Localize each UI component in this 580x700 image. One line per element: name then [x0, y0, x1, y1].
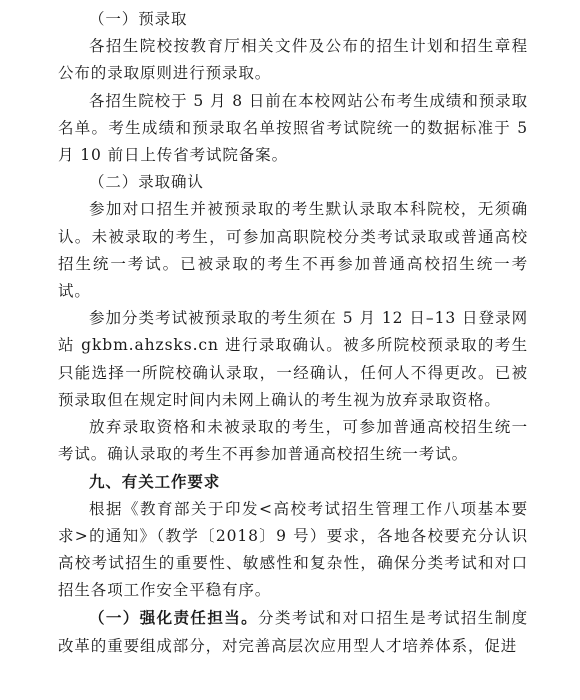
subsection-title-responsibility: （一）强化责任担当。: [89, 608, 259, 628]
paragraph-responsibility: [58, 604, 528, 659]
paragraph-pre-admission-list: 各招生院校于 5 月 8 日前在本校网站公布考生成绩和预录取名单。考生成绩和预录取名单按照省考试院统一的数据标准于 5 月 10 前日上传省考试院备案。: [58, 91, 528, 165]
document-page: [58, 6, 528, 660]
section-heading-work-requirements: 九、有关工作要求: [89, 472, 221, 492]
paragraph-abandon-admission: 放弃录取资格和未被录取的考生，可参加普通高校招生统一考试。确认录取的考生不再参加普通高校招生统一考试。: [58, 418, 528, 464]
paragraph-pre-admission-principle: 各招生院校按教育厅相关文件及公布的招生计划和招生章程公布的录取原则进行预录取。: [58, 37, 528, 83]
paragraph-counterpart-admission: 参加对口招生并被预录取的考生默认录取本科院校，无须确认。未被录取的考生，可参加高职院校分类考试录取或普通高校招生统一考试。已被录取的考生不再参加普通高校招生统一考试。: [58, 200, 528, 301]
paragraph-work-requirements: 根据《教育部关于印发<高校考试招生管理工作八项基本要求>的通知》（教学〔2018〕9 号）要求，各地各校要充分认识高校考试招生的重要性、敏感性和复杂性，确保分类考试和对口招生各项工作安全平稳有序。: [58, 499, 528, 600]
section-title-admission-confirmation: （二）录取确认: [89, 173, 204, 192]
paragraph-classified-exam-confirmation: 参加分类考试被预录取的考生须在 5 月 12 日–13 日登录网站 gkbm.ahzsks.cn 进行录取确认。被多所院校预录取的考生只能选择一所院校确认录取，一经确认，任何人不得更改。已被预录取但在规定时间内未网上确认的考生视为放弃录取资格。: [58, 309, 528, 409]
subsection-text-responsibility: 分类考试和对口招生是考试招生制度改革的重要组成部分，对完善高层次应用型人才培养体系，促进: [58, 609, 528, 655]
section-title-pre-admission: （一）预录取: [89, 10, 188, 28]
